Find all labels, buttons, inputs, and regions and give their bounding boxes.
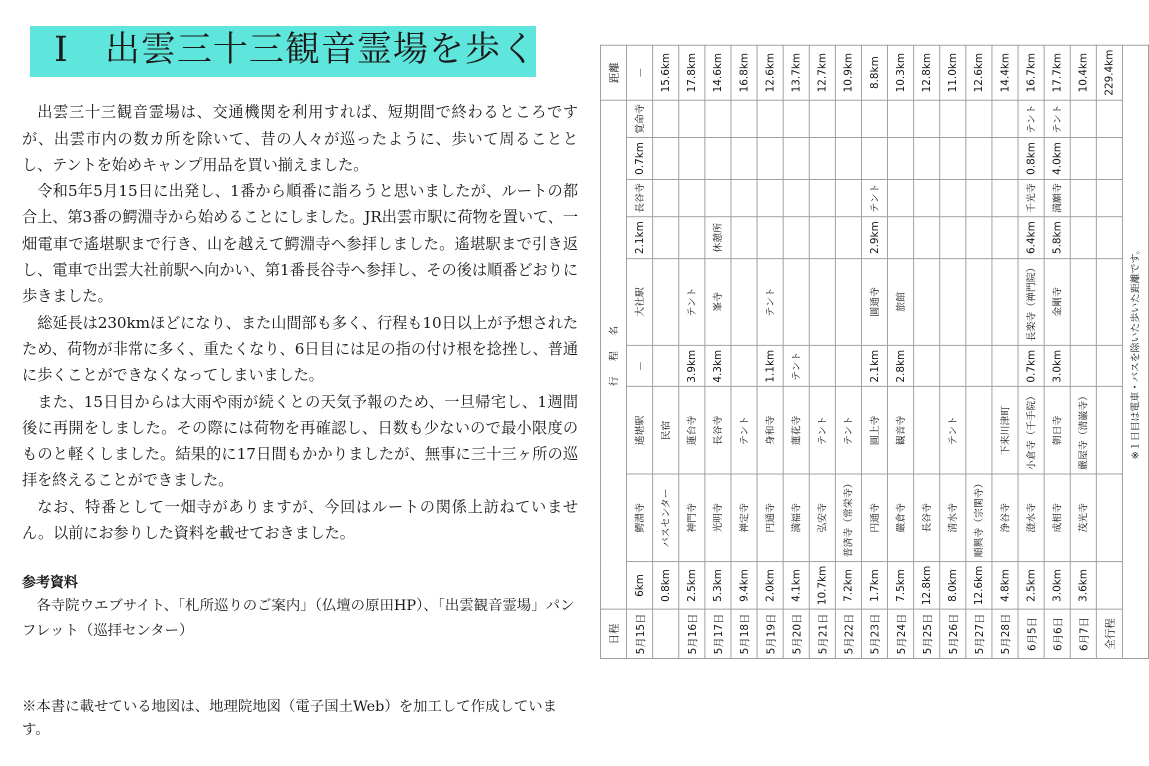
cell-day-total: 14.4km [992, 45, 1018, 99]
cell-distance: 3.6km [1070, 562, 1096, 610]
cell-date [653, 609, 679, 658]
cell-distance: 4.1km [783, 562, 809, 610]
cell-route-name [940, 100, 966, 138]
cell-day-total: 10.3km [888, 45, 914, 99]
cell-route-name: 身和寺 [757, 387, 783, 474]
cell-route-name: 下来川津町 [992, 387, 1018, 474]
cell-route-name: 長谷寺 [627, 179, 653, 217]
cell-route-name [783, 138, 809, 179]
cell-route-name: 覚命寺 [627, 100, 653, 138]
cell-route-name [914, 100, 940, 138]
header-distance: 距離 [600, 45, 626, 99]
cell-route-name: 弘安寺 [809, 474, 835, 561]
cell-route-name [992, 346, 1018, 387]
cell-route-name: 遙堪駅 [627, 387, 653, 474]
cell-route-name [1070, 346, 1096, 387]
table-row [1070, 45, 1096, 658]
cell-route-name [731, 217, 757, 258]
cell-day-total: 10.4km [1070, 45, 1096, 99]
cell-route-name [653, 138, 679, 179]
cell-route-name [731, 258, 757, 345]
cell-route-name [809, 100, 835, 138]
table-header-row [600, 45, 626, 658]
cell-empty [1096, 562, 1122, 610]
cell-route-name: テント [861, 179, 887, 217]
cell-distance: 4.8km [992, 562, 1018, 610]
cell-date: 5月22日 [835, 609, 861, 658]
cell-route-name: 満願寺 [1044, 179, 1070, 217]
cell-route-name: 円通寺 [861, 474, 887, 561]
cell-route-name [1070, 179, 1096, 217]
rotated-table-wrapper [600, 0, 1149, 766]
cell-day-total: 17.8km [679, 45, 705, 99]
cell-route-name [809, 346, 835, 387]
cell-route-name [966, 258, 992, 345]
cell-route-name: 大社駅 [627, 258, 653, 345]
cell-route-name: 民宿 [653, 387, 679, 474]
header-date: 日程 [600, 609, 626, 658]
cell-route-name: テント [679, 258, 705, 345]
cell-distance: 10.7km [809, 562, 835, 610]
table-row [966, 45, 992, 658]
cell-route-name [835, 258, 861, 345]
cell-distance: 5.3km [705, 562, 731, 610]
table-row [705, 45, 731, 658]
paragraph: 出雲三十三観音霊場は、交通機関を利用すれば、短期間で終わるところですが、出雲市内の数カ所を除いて、昔の人々が巡ったように、歩いて周ることとし、テントを始めキャンプ用品を買い揃えました。 [22, 103, 578, 174]
cell-route-name: 嚴屋寺（清巌寺） [1070, 387, 1096, 474]
cell-date: 5月21日 [809, 609, 835, 658]
cell-route-name [835, 179, 861, 217]
cell-distance: 0.8km [1018, 138, 1044, 179]
cell-route-name [888, 179, 914, 217]
cell-distance: 12.6km [966, 562, 992, 610]
cell-route-name [835, 100, 861, 138]
cell-route-name [861, 138, 887, 179]
cell-route-name [757, 217, 783, 258]
references-heading: 参考資料 [22, 575, 78, 592]
table-row [679, 45, 705, 658]
cell-distance: 4.0km [1044, 138, 1070, 179]
table-row [888, 45, 914, 658]
cell-distance: － [627, 346, 653, 387]
cell-route-name [809, 138, 835, 179]
cell-distance: 0.7km [627, 138, 653, 179]
cell-route-name: テント [835, 387, 861, 474]
cell-day-total: 16.8km [731, 45, 757, 99]
cell-empty [1096, 138, 1122, 179]
cell-distance: 3.0km [1044, 346, 1070, 387]
cell-route-name [888, 138, 914, 179]
cell-route-name: 清水寺 [940, 474, 966, 561]
cell-route-name [940, 346, 966, 387]
cell-route-name: 長谷寺 [914, 474, 940, 561]
cell-route-name [783, 258, 809, 345]
cell-day-total: 13.7km [783, 45, 809, 99]
cell-route-name [914, 346, 940, 387]
cell-route-name [992, 258, 1018, 345]
cell-distance: 0.8km [653, 562, 679, 610]
cell-distance: 2.5km [1018, 562, 1044, 610]
cell-date: 6月5日 [1018, 609, 1044, 658]
cell-empty [1096, 387, 1122, 474]
cell-route-name: 千光寺 [1018, 179, 1044, 217]
cell-empty [1096, 179, 1122, 217]
paragraph: 総延長は230kmほどになり、また山間部も多く、行程も10日以上が予想されたため、荷物が非常に多く、重たくなり、6日目には足の指の付け根を捻挫し、普通に歩くことができなくなってしまいました。 [22, 313, 578, 385]
cell-route-name: 成相寺 [1044, 474, 1070, 561]
cell-route-name [966, 138, 992, 179]
cell-route-name: 満福寺 [783, 474, 809, 561]
cell-route-name [966, 346, 992, 387]
cell-total-label: 全行程 [1096, 609, 1122, 658]
header-route-group: 行 程 名 [600, 100, 626, 610]
cell-route-name [731, 100, 757, 138]
cell-route-name [888, 100, 914, 138]
table-row [1018, 45, 1044, 658]
cell-empty [1096, 258, 1122, 345]
cell-route-name: 長谷寺 [705, 387, 731, 474]
page-title: Ⅰ 出雲三十三観音霊場を歩く [54, 30, 537, 70]
cell-route-name: 円通寺 [757, 474, 783, 561]
cell-route-name [966, 179, 992, 217]
cell-date: 5月15日 [627, 609, 653, 658]
cell-route-name [992, 217, 1018, 258]
table-row [757, 45, 783, 658]
cell-route-name [1070, 217, 1096, 258]
cell-route-name: 嚴倉寺 [888, 474, 914, 561]
table-total-row [1096, 45, 1122, 658]
cell-distance: 2.8km [888, 346, 914, 387]
cell-date: 5月19日 [757, 609, 783, 658]
cell-route-name: 圓上寺 [861, 387, 887, 474]
cell-route-name: 普済寺（常栄寺） [835, 474, 861, 561]
cell-route-name [731, 138, 757, 179]
cell-route-name: 長楽寺（禅門院） [1018, 258, 1044, 345]
cell-route-name [679, 179, 705, 217]
cell-route-name [653, 100, 679, 138]
cell-route-name [914, 138, 940, 179]
cell-distance: 12.8km [914, 562, 940, 610]
cell-route-name [966, 217, 992, 258]
table-footnote: ※１日目は電車・バスを除いた歩いた距離です。 [1122, 45, 1148, 658]
cell-date: 5月24日 [888, 609, 914, 658]
cell-distance: 1.7km [861, 562, 887, 610]
cell-route-name: テント [1044, 100, 1070, 138]
cell-date: 5月25日 [914, 609, 940, 658]
cell-route-name [966, 100, 992, 138]
cell-distance: 7.5km [888, 562, 914, 610]
cell-grand-total: 229.4km [1096, 45, 1122, 99]
cell-route-name [992, 100, 1018, 138]
cell-route-name [992, 138, 1018, 179]
table-footnote-row [1122, 45, 1148, 658]
cell-route-name: バスセンター [653, 474, 679, 561]
cell-route-name: 金剛寺 [1044, 258, 1070, 345]
table-row [809, 45, 835, 658]
cell-empty [1096, 100, 1122, 138]
cell-distance: 6.4km [1018, 217, 1044, 258]
cell-route-name [888, 217, 914, 258]
cell-route-name [653, 179, 679, 217]
table-row [914, 45, 940, 658]
cell-distance: 2.1km [627, 217, 653, 258]
cell-day-total: 11.0km [940, 45, 966, 99]
cell-route-name [757, 179, 783, 217]
cell-route-name: 圓通寺 [861, 258, 887, 345]
chapter-title-band [30, 26, 536, 77]
cell-route-name [940, 258, 966, 345]
cell-route-name [940, 179, 966, 217]
cell-distance: 7.2km [835, 562, 861, 610]
references-body: 各寺院ウエブサイト、「札所巡りのご案内」（仏壇の原田HP）、「出雲観音霊場」パンフレット（巡拝センター） [22, 598, 575, 640]
table-row [627, 45, 653, 658]
cell-route-name: 蓮花寺 [783, 387, 809, 474]
cell-route-name [914, 387, 940, 474]
cell-date: 6月7日 [1070, 609, 1096, 658]
cell-date: 6月6日 [1044, 609, 1070, 658]
rotated-table-inner [600, 45, 1149, 659]
cell-distance: 2.1km [861, 346, 887, 387]
cell-day-total: 12.6km [757, 45, 783, 99]
cell-date: 5月16日 [679, 609, 705, 658]
cell-route-name: 休憩所 [705, 217, 731, 258]
cell-distance: 8.0km [940, 562, 966, 610]
cell-route-name [783, 217, 809, 258]
cell-route-name [966, 387, 992, 474]
cell-route-name [653, 258, 679, 345]
table-row [653, 45, 679, 658]
cell-route-name: 茂光寺 [1070, 474, 1096, 561]
cell-date: 5月23日 [861, 609, 887, 658]
cell-route-name: 鰐淵寺 [627, 474, 653, 561]
cell-route-name [705, 100, 731, 138]
cell-route-name: 旅館 [888, 258, 914, 345]
cell-route-name: 観音寺 [888, 387, 914, 474]
cell-distance: 4.3km [705, 346, 731, 387]
cell-route-name: テント [809, 387, 835, 474]
cell-route-name [653, 217, 679, 258]
cell-distance: 2.9km [861, 217, 887, 258]
cell-date: 5月20日 [783, 609, 809, 658]
cell-route-name: 澄水寺 [1018, 474, 1044, 561]
cell-day-total: － [627, 45, 653, 99]
cell-route-name [783, 179, 809, 217]
cell-route-name [835, 217, 861, 258]
cell-route-name [653, 346, 679, 387]
cell-date: 5月18日 [731, 609, 757, 658]
paragraph: 令和5年5月15日に出発し、1番から順番に詣ろうと思いましたが、ルートの都合上、第3番の鰐淵寺から始めることにしました。JR出雲市駅に荷物を置いて、一畑電車で遙堪駅まで行き、山を越えて鰐淵寺へ参拝しました。遙堪駅まで引き返し、電車で出雲大社前駅へ向かい、第1番長谷寺へ参拝し、その後は順番どおりに歩きました。 [22, 182, 578, 306]
cell-distance: 2.5km [679, 562, 705, 610]
cell-route-name: テント [783, 346, 809, 387]
cell-route-name [731, 346, 757, 387]
cell-route-name [835, 346, 861, 387]
cell-route-name: 順興寺（宗閑寺） [966, 474, 992, 561]
cell-route-name [914, 179, 940, 217]
itinerary-table-column [600, 0, 1149, 766]
table-row [861, 45, 887, 658]
cell-distance: 1.1km [757, 346, 783, 387]
cell-route-name: 峯寺 [705, 258, 731, 345]
cell-route-name: 神門寺 [679, 474, 705, 561]
cell-route-name [992, 179, 1018, 217]
table-row [1044, 45, 1070, 658]
cell-route-name: 朝日寺 [1044, 387, 1070, 474]
cell-day-total: 10.9km [835, 45, 861, 99]
map-source-note: ※本書に載せている地図は、地理院地図（電子国土Web）を加工して作成しています。 [22, 698, 558, 738]
cell-route-name [940, 217, 966, 258]
cell-date: 5月17日 [705, 609, 731, 658]
cell-route-name [1070, 100, 1096, 138]
cell-distance: 3.0km [1044, 562, 1070, 610]
cell-distance: 9.4km [731, 562, 757, 610]
cell-route-name: 蓮台寺 [679, 387, 705, 474]
cell-route-name [1070, 138, 1096, 179]
cell-route-name [1070, 258, 1096, 345]
cell-route-name [914, 258, 940, 345]
cell-empty [1096, 346, 1122, 387]
cell-date: 5月26日 [940, 609, 966, 658]
cell-empty [1096, 474, 1122, 561]
cell-distance: 3.9km [679, 346, 705, 387]
cell-distance: 6km [627, 562, 653, 610]
cell-route-name: 禅定寺 [731, 474, 757, 561]
cell-route-name [679, 217, 705, 258]
cell-day-total: 17.7km [1044, 45, 1070, 99]
cell-day-total: 8.8km [861, 45, 887, 99]
cell-route-name [861, 100, 887, 138]
cell-route-name [705, 179, 731, 217]
cell-day-total: 12.6km [966, 45, 992, 99]
cell-route-name: テント [757, 258, 783, 345]
paragraph: また、15日目からは大雨や雨が続くとの天気予報のため、一旦帰宅し、1週間後に再開をしました。その際には荷物を再確認し、日数も少ないので最小限度のものと軽くしました。結果的に17日間もかかりましたが、無事に三十三ヶ所の巡拝を終えることができました。 [22, 392, 578, 490]
cell-route-name [679, 138, 705, 179]
cell-route-name: 小倉寺（千手院） [1018, 387, 1044, 474]
cell-route-name [757, 138, 783, 179]
essay-body [22, 99, 578, 546]
cell-route-name: テント [731, 387, 757, 474]
cell-route-name [809, 179, 835, 217]
cell-route-name [679, 100, 705, 138]
table-row [835, 45, 861, 658]
cell-route-name: 浄谷寺 [992, 474, 1018, 561]
cell-day-total: 15.6km [653, 45, 679, 99]
cell-route-name: テント [940, 387, 966, 474]
itinerary-table [600, 45, 1149, 659]
table-row [783, 45, 809, 658]
cell-route-name [809, 217, 835, 258]
cell-route-name [940, 138, 966, 179]
cell-distance: 5.8km [1044, 217, 1070, 258]
cell-day-total: 12.7km [809, 45, 835, 99]
cell-route-name [705, 138, 731, 179]
cell-distance: 2.0km [757, 562, 783, 610]
cell-distance: 0.7km [1018, 346, 1044, 387]
cell-day-total: 14.6km [705, 45, 731, 99]
cell-route-name [757, 100, 783, 138]
cell-route-name [809, 258, 835, 345]
cell-route-name: 光明寺 [705, 474, 731, 561]
table-row [731, 45, 757, 658]
cell-day-total: 16.7km [1018, 45, 1044, 99]
cell-route-name [914, 217, 940, 258]
table-row [940, 45, 966, 658]
table-row [992, 45, 1018, 658]
cell-date: 5月28日 [992, 609, 1018, 658]
cell-route-name: テント [1018, 100, 1044, 138]
cell-route-name [783, 100, 809, 138]
paragraph: なお、特番として一畑寺がありますが、今回はルートの関係上訪ねていません。以前にお参りした資料を載せておきました。 [22, 497, 578, 543]
cell-route-name [835, 138, 861, 179]
cell-empty [1096, 217, 1122, 258]
cell-day-total: 12.8km [914, 45, 940, 99]
cell-route-name [731, 179, 757, 217]
cell-date: 5月27日 [966, 609, 992, 658]
